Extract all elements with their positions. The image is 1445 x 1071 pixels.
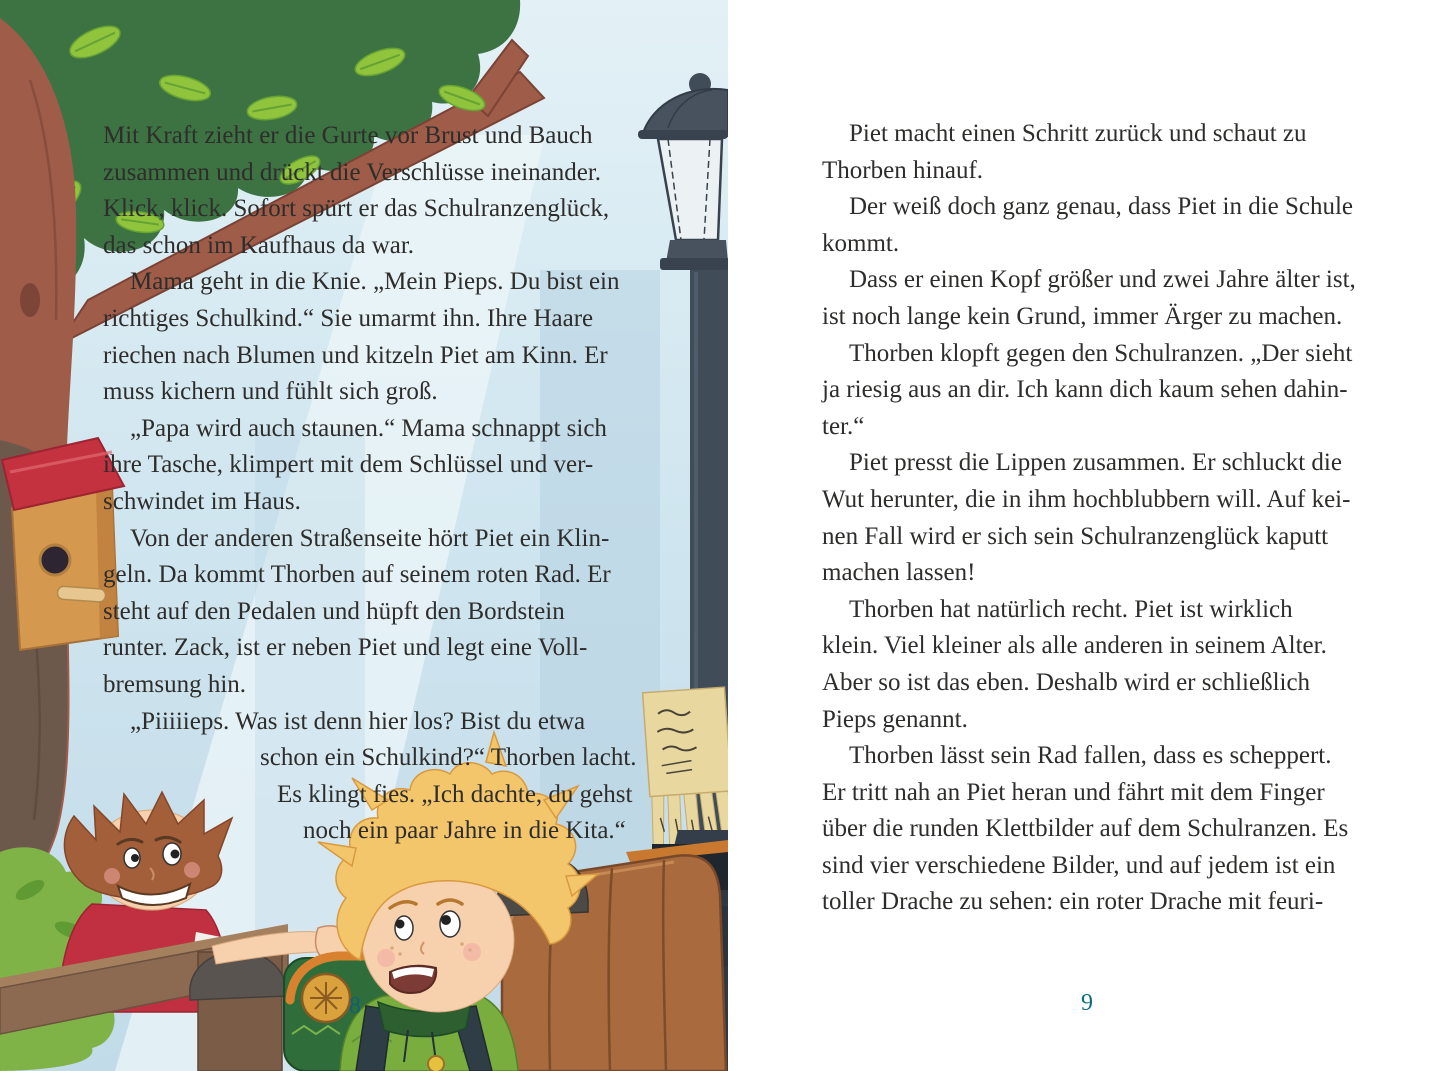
text-line: Piet presst die Lippen zusammen. Er schluckt die	[849, 449, 1342, 477]
text-line: zusammen und drückt die Verschlüsse ineinander.	[103, 158, 602, 186]
text-line: ter.“	[822, 412, 865, 440]
text-line: richtiges Schulkind.“ Sie umarmt ihn. Ihre Haare	[103, 304, 594, 332]
text-line: Wut herunter, die in ihm hochblubbern will. Auf kei-	[822, 485, 1351, 513]
text-line: Dass er einen Kopf größer und zwei Jahre älter ist,	[849, 266, 1356, 294]
text-line: toller Drache zu sehen: ein roter Drache mit feuri-	[822, 888, 1324, 916]
text-line: geln. Da kommt Thorben auf seinem roten Rad. Er	[103, 561, 611, 589]
page-right	[728, 0, 1445, 1071]
text-line: Thorben hat natürlich recht. Piet ist wirklich	[849, 595, 1293, 623]
text-line: noch ein paar Jahre in die Kita.“	[303, 817, 626, 845]
fence-post	[190, 951, 286, 1071]
text-line: Der weiß doch ganz genau, dass Piet in die Schule	[849, 193, 1354, 221]
text-line: machen lassen!	[822, 559, 976, 587]
text-line: Thorben klopft gegen den Schulranzen. „Der sieht	[849, 339, 1353, 367]
text-line: Aber so ist das eben. Deshalb wird er schließlich	[822, 668, 1311, 696]
text-line: Mit Kraft zieht er die Gurte vor Brust und Bauch	[103, 122, 593, 149]
text-line: sind vier verschiedene Bilder, und auf jedem ist ein	[822, 851, 1336, 879]
text-line: ihre Tasche, klimpert mit dem Schlüssel und ver-	[103, 451, 594, 479]
text-line: Er tritt nah an Piet heran und fährt mit dem Finger	[822, 778, 1325, 806]
text-line: riechen nach Blumen und kitzeln Piet am Kinn. Er	[103, 341, 608, 369]
text-line: Von der anderen Straßenseite hört Piet ein Klin-	[130, 524, 610, 552]
text-line: steht auf den Pedalen und hüpft den Bordstein	[103, 597, 565, 625]
text-line: Piet macht einen Schritt zurück und schaut zu	[849, 120, 1307, 147]
text-line: kommt.	[822, 229, 900, 257]
text-line: ist noch lange kein Grund, immer Ärger zu machen.	[822, 302, 1343, 330]
text-line: das schon im Kaufhaus da war.	[103, 231, 415, 259]
text-line: schon ein Schulkind?“ Thorben lacht.	[260, 744, 637, 772]
text-line: Thorben lässt sein Rad fallen, dass es scheppert.	[849, 742, 1332, 770]
text-line: Mama geht in die Knie. „Mein Pieps. Du bist ein	[130, 268, 620, 296]
page-number-right: 9	[1081, 990, 1093, 1016]
text-line: „Papa wird auch staunen.“ Mama schnappt sich	[130, 414, 607, 442]
text-line: nen Fall wird er sich sein Schulranzenglück kaputt	[822, 522, 1329, 550]
text-line: Thorben hinauf.	[822, 156, 984, 184]
text-line: bremsung hin.	[103, 670, 247, 698]
text-line: Klick, klick. Sofort spürt er das Schulranzenglück,	[103, 195, 610, 223]
page-number-left: 8	[349, 993, 361, 1019]
text-line: ja riesig aus an dir. Ich kann dich kaum sehen dahin-	[822, 376, 1348, 404]
text-line: über die runden Klettbilder auf dem Schulranzen. Es	[822, 815, 1349, 843]
text-line: Es klingt fies. „Ich dachte, du gehst	[277, 780, 633, 808]
text-line: klein. Viel kleiner als alle anderen in seinem Alter.	[822, 632, 1327, 660]
text-line: schwindet im Haus.	[103, 487, 301, 515]
right-page-text	[822, 116, 1372, 921]
text-line: muss kichern und fühlt sich groß.	[103, 378, 438, 406]
text-line: Pieps genannt.	[822, 705, 968, 733]
left-page-text	[103, 118, 637, 850]
text-line: „Piiiiieps. Was ist denn hier los? Bist du etwa	[130, 707, 586, 735]
text-line: runter. Zack, ist er neben Piet und legt eine Voll-	[103, 634, 588, 662]
